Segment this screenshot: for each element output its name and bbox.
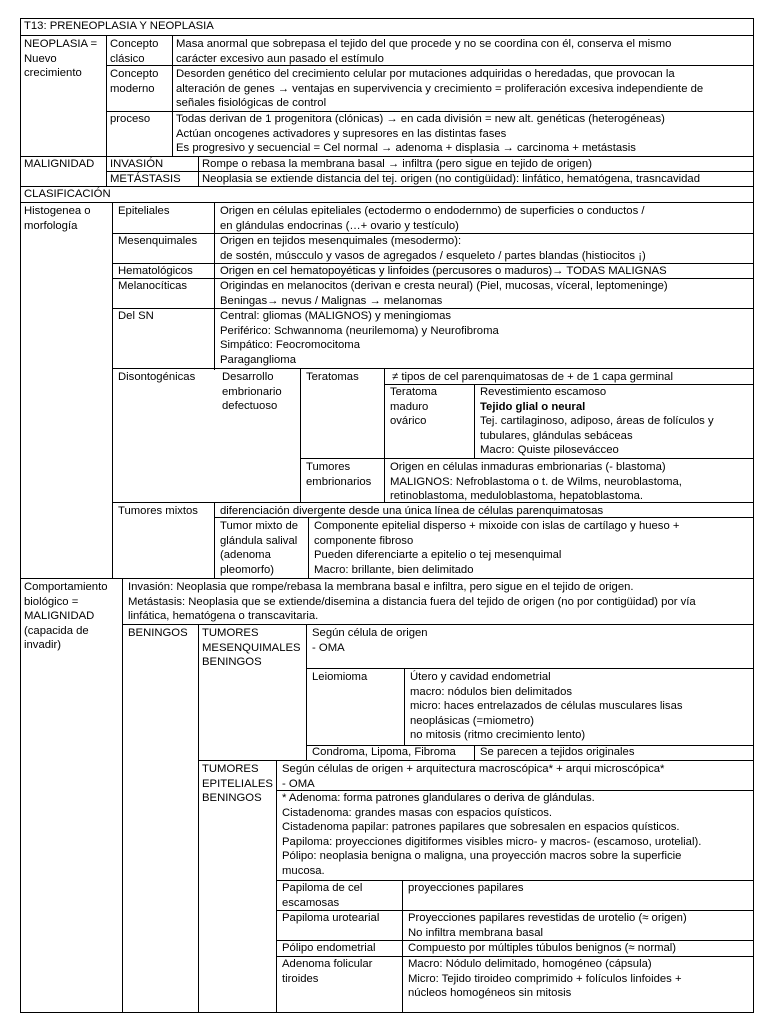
tumores-mesenquimales-beningos-text-line-1: Según célula de origen bbox=[312, 627, 428, 639]
comportamiento-label-line-2: biológico = bbox=[24, 595, 79, 608]
malignidad-label: MALIGNIDAD bbox=[24, 158, 95, 170]
tumor-mixto-glandula-label-line-1: Tumor mixto de bbox=[220, 520, 299, 532]
rule-vertical bbox=[112, 202, 113, 578]
rule-vertical bbox=[122, 578, 123, 1013]
adenoma-folicular-text-line-2: Micro: Tejido tiroideo comprimido + folículos linfoides + bbox=[408, 972, 682, 985]
rule-vertical bbox=[308, 517, 309, 578]
rule-horizontal bbox=[214, 517, 753, 518]
frame-right bbox=[753, 18, 754, 1013]
disontogenicas-label: Disontogénicas bbox=[118, 371, 196, 383]
rule-vertical bbox=[172, 35, 173, 156]
tumores-mixtos-label: Tumores mixtos bbox=[118, 505, 198, 517]
teratoma-maduro-text-line-5: Macro: Quiste pilosevácceo bbox=[480, 444, 619, 457]
tumores-mesenquimales-beningos-label-line-2: MESENQUIMALES bbox=[202, 641, 301, 654]
clasificacion-label: CLASIFICACIÓN bbox=[24, 188, 111, 200]
rule-horizontal bbox=[20, 186, 753, 187]
concepto-clasico-text-line-2: carácter excesivo aun pasado el estímulo bbox=[176, 52, 384, 65]
comportamiento-label-line-1: Comportamiento bbox=[24, 581, 108, 593]
del-sn-text-line-1: Central: gliomas (MALIGNOS) y meningiomas bbox=[220, 310, 452, 322]
leiomioma-text-line-3: micro: haces entrelazados de células musculares lisas bbox=[410, 700, 683, 713]
comportamiento-label-line-5: invadir) bbox=[24, 639, 62, 652]
neoplasia-label-line-2: Nuevo bbox=[24, 52, 57, 65]
document-page bbox=[20, 18, 753, 1013]
papiloma-escamosas-label-line-1: Papiloma de cel bbox=[282, 882, 363, 894]
rule-vertical bbox=[402, 880, 403, 1013]
rule-vertical bbox=[214, 502, 215, 578]
comportamiento-text-line-1: Invasión: Neoplasia que rompe/rebasa la membrana basal e infiltra, pero sigue en el tejido de origen. bbox=[128, 581, 634, 593]
rule-horizontal bbox=[20, 578, 753, 579]
del-sn-text-line-4: Paraganglioma bbox=[220, 353, 296, 366]
proceso-label: proceso bbox=[110, 113, 151, 125]
condroma-lipoma-fibroma-text: Se parecen a tejidos originales bbox=[480, 746, 635, 758]
rule-horizontal bbox=[112, 502, 753, 503]
tumores-epiteliales-beningos-text-line-2: - OMA bbox=[282, 777, 315, 790]
teratoma-maduro-text-line-4: tubulares, glándulas sebáceas bbox=[480, 429, 633, 442]
leiomioma-text-line-2: macro: nódulos bien delimitados bbox=[410, 685, 573, 698]
tumores-mesenquimales-beningos-text-line-2: - OMA bbox=[312, 641, 345, 654]
metastasis-text: Neoplasia se extiende distancia del tej. origen (no contigüidad): linfático, hematógena, trasncavidad bbox=[202, 173, 701, 185]
mesenquimales-text-line-2: de sostén, múscculo y vasos de agregados / esqueleto / partes blandas (histiocitos ¡) bbox=[220, 249, 646, 262]
teratoma-maduro-label-line-2: maduro bbox=[390, 400, 429, 413]
adenoma-folicular-text-line-1: Macro: Nódulo delimitado, homogéneo (cápsula) bbox=[408, 958, 652, 970]
rule-horizontal bbox=[112, 368, 753, 369]
leiomioma-text-line-4: neoplásicas (=miometro) bbox=[410, 714, 535, 727]
teratomas-label: Teratomas bbox=[306, 371, 359, 383]
comportamiento-label-line-4: (capacida de bbox=[24, 624, 89, 637]
adenoma-folicular-text-line-3: núcleos homogéneos sin mitosis bbox=[408, 987, 572, 1000]
tumores-epiteliales-beningos-label-line-3: BENINGOS bbox=[202, 792, 262, 805]
rule-vertical bbox=[306, 624, 307, 760]
concepto-moderno-text-line-2: alteración de genes → ventajas en supervivencia y crecimiento = proliferación excesiva independiente de bbox=[176, 82, 704, 95]
melanociticas-text-line-2: Beningas→ nevus / Malignas → melanomas bbox=[220, 294, 443, 307]
rule-horizontal bbox=[306, 668, 753, 669]
del-sn-text-line-3: Simpático: Feocromocitoma bbox=[220, 339, 361, 352]
rule-horizontal bbox=[300, 458, 753, 459]
frame-bottom bbox=[20, 1012, 753, 1013]
adenoma-definiciones-text-line-6: mucosa. bbox=[282, 865, 325, 877]
desarrollo-embrionario-label-line-2: embrionario bbox=[222, 385, 282, 398]
teratomas-text: ≠ tipos de cel parenquimatosas de + de 1 capa germinal bbox=[392, 371, 673, 383]
concepto-moderno-label-line-1: Concepto bbox=[110, 68, 159, 80]
tumores-mixtos-text: diferenciación divergente desde una única línea de células parenquimatosas bbox=[220, 505, 604, 517]
papiloma-escamosas-label-line-2: escamosas bbox=[282, 896, 340, 909]
rule-horizontal bbox=[106, 65, 753, 66]
rule-vertical bbox=[404, 668, 405, 745]
melanociticas-text-line-1: Origindas en melanocitos (derivan e cresta neural) (Piel, mucosas, víceral, leptomeninge) bbox=[220, 280, 668, 292]
leiomioma-text-line-1: Útero y cavidad endometrial bbox=[410, 671, 551, 683]
tumor-mixto-glandula-label-line-3: (adenoma bbox=[220, 549, 271, 562]
tumores-epiteliales-beningos-text-line-1: Según células de origen + arquitectura macroscópica* + arqui microscópica* bbox=[282, 763, 665, 775]
teratoma-maduro-text-line-3: Tej. cartilaginoso, adiposo, áreas de folículos y bbox=[480, 415, 714, 428]
mesenquimales-text-line-1: Origen en tejidos mesenquimales (mesodermo): bbox=[220, 235, 462, 247]
rule-vertical bbox=[474, 745, 475, 760]
epiteliales-text-line-2: en glándulas endocrinas (…+ ovario y testículo) bbox=[220, 219, 459, 232]
proceso-text-line-3: Es progresivo y secuencial = Cel normal → adenoma + displasia → carcinoma + metástasis bbox=[176, 142, 636, 155]
adenoma-definiciones-text-line-2: Cistadenoma: grandes masas con espacios quísticos. bbox=[282, 806, 553, 819]
tumor-mixto-glandula-text-line-1: Componente epitelial disperso + mixoide con islas de cartílago y hueso + bbox=[314, 520, 680, 532]
comportamiento-text-line-3: linfática, hematógena o transcavitaria. bbox=[128, 610, 319, 623]
adenoma-folicular-label-line-1: Adenoma folicular bbox=[282, 958, 373, 970]
teratoma-maduro-label-line-3: ovárico bbox=[390, 415, 427, 428]
rule-horizontal bbox=[198, 760, 753, 761]
beningos-label: BENINGOS bbox=[128, 627, 188, 639]
concepto-clasico-text-line-1: Masa anormal que sobrepasa el tejido del que procede y no se coordina con él, conserva el mismo bbox=[176, 38, 672, 50]
papiloma-urotelial-text-line-2: No infiltra membrana basal bbox=[408, 926, 543, 939]
concepto-clasico-label-line-2: clásico bbox=[110, 52, 145, 65]
papiloma-urotelial-text-line-1: Proyecciones papilares revestidas de urotelio (≈ origen) bbox=[408, 912, 687, 924]
frame-left bbox=[20, 18, 21, 1013]
rule-horizontal bbox=[20, 35, 753, 36]
rule-vertical bbox=[214, 202, 215, 370]
tumor-mixto-glandula-text-line-2: componente fibroso bbox=[314, 534, 414, 547]
del-sn-label: Del SN bbox=[118, 310, 154, 322]
rule-vertical bbox=[106, 35, 107, 156]
polipo-endometrial-text: Compuesto por múltiples túbulos benignos (≈ normal) bbox=[408, 942, 677, 954]
melanociticas-label: Melanocíticas bbox=[118, 280, 188, 292]
tumores-epiteliales-beningos-label-line-1: TUMORES bbox=[202, 763, 259, 775]
leiomioma-label: Leiomioma bbox=[312, 671, 368, 683]
adenoma-folicular-label-line-2: tiroides bbox=[282, 972, 319, 985]
mesenquimales-label: Mesenquimales bbox=[118, 235, 198, 247]
papiloma-escamosas-text: proyecciones papilares bbox=[408, 882, 524, 894]
desarrollo-embrionario-label-line-1: Desarrollo bbox=[222, 371, 274, 383]
hematologicos-label: Hematológicos bbox=[118, 265, 193, 277]
tumores-epiteliales-beningos-label-line-2: EPITELIALES bbox=[202, 777, 273, 790]
rule-horizontal bbox=[20, 202, 753, 203]
rule-vertical bbox=[384, 368, 385, 502]
tumores-embrionarios-label-line-1: Tumores bbox=[306, 461, 351, 473]
concepto-clasico-label-line-1: Concepto bbox=[110, 38, 159, 50]
leiomioma-text-line-5: no mitosis (ritmo crecimiento lento) bbox=[410, 729, 586, 742]
del-sn-text-line-2: Periférico: Schwannoma (neurilemoma) y Neurofibroma bbox=[220, 324, 499, 337]
condroma-lipoma-fibroma-label: Condroma, Lipoma, Fibroma bbox=[312, 746, 456, 758]
invasion-text: Rompe o rebasa la membrana basal → infiltra (pero sigue en tejido de origen) bbox=[202, 158, 592, 170]
rule-horizontal bbox=[122, 624, 753, 625]
invasion-label: INVASIÓN bbox=[110, 158, 164, 170]
rule-vertical bbox=[198, 624, 199, 1013]
proceso-text-line-1: Todas derivan de 1 progenitora (clónicas) → en cada división = new alt. genéticas (heterogéneas) bbox=[176, 113, 665, 125]
adenoma-definiciones-text-line-3: Cistadenoma papilar: patrones papilares que sobresalen en espacios quísticos. bbox=[282, 821, 680, 834]
tumores-mesenquimales-beningos-label-line-1: TUMORES bbox=[202, 627, 259, 639]
tumores-embrionarios-text-line-1: Origen en células inmaduras embrionarias (- blastoma) bbox=[390, 461, 666, 473]
rule-vertical bbox=[300, 368, 301, 502]
adenoma-definiciones-text-line-4: Papiloma: proyecciones digitiformes visibles micro- y macros- (escamoso, urotelial). bbox=[282, 835, 702, 848]
tumor-mixto-glandula-label-line-4: pleomorfo) bbox=[220, 563, 274, 576]
tumores-mesenquimales-beningos-label-line-3: BENINGOS bbox=[202, 656, 262, 669]
epiteliales-label: Epiteliales bbox=[118, 205, 170, 217]
concepto-moderno-text-line-1: Desorden genético del crecimiento celular por mutaciones adquiridas o heredadas, que provocan la bbox=[176, 68, 675, 80]
hematologicos-text: Origen en cel hematopoyéticas y linfoides (percusores o maduros)→ TODAS MALIGNAS bbox=[220, 265, 667, 277]
tumor-mixto-glandula-label-line-2: glándula salival bbox=[220, 534, 298, 547]
doc-title: T13: PRENEOPLASIA Y NEOPLASIA bbox=[24, 20, 214, 32]
adenoma-definiciones-text-line-1: * Adenoma: forma patrones glandulares o deriva de glándulas. bbox=[282, 792, 595, 804]
concepto-moderno-label-line-2: moderno bbox=[110, 82, 155, 95]
polipo-endometrial-label: Pólipo endometrial bbox=[282, 942, 376, 954]
comportamiento-label-line-3: MALIGNIDAD bbox=[24, 610, 95, 623]
comportamiento-text-line-2: Metástasis: Neoplasia que se extiende/disemina a distancia fuera del tejido de origen (no por contigüidad) por vía bbox=[128, 595, 696, 608]
histogenea-label-line-1: Histogenea o bbox=[24, 205, 91, 217]
rule-vertical bbox=[474, 384, 475, 458]
neoplasia-label-line-1: NEOPLASIA = bbox=[24, 38, 98, 50]
tumores-embrionarios-label-line-2: embrionarios bbox=[306, 475, 372, 488]
metastasis-label: METÁSTASIS bbox=[110, 173, 181, 185]
teratoma-maduro-text-line-1: Revestimiento escamoso bbox=[480, 386, 607, 398]
epiteliales-text-line-1: Origen en células epiteliales (ectodermo o endodernmo) de superficies o conductos / bbox=[220, 205, 645, 217]
papiloma-urotelial-label: Papiloma urotearial bbox=[282, 912, 380, 924]
tumor-mixto-glandula-text-line-3: Pueden diferenciarte a epitelio o tej mesenquimal bbox=[314, 549, 562, 562]
tumores-embrionarios-text-line-3: retinoblastoma, meduloblastoma, hepatoblastoma. bbox=[390, 490, 644, 503]
tumor-mixto-glandula-text-line-4: Macro: brillante, bien delimitado bbox=[314, 563, 474, 576]
histogenea-label-line-2: morfología bbox=[24, 219, 78, 232]
proceso-text-line-2: Actúan oncogenes activadores y supresores en las distintas fases bbox=[176, 127, 507, 140]
rule-vertical bbox=[276, 760, 277, 1013]
neoplasia-label-line-3: crecimiento bbox=[24, 67, 82, 80]
desarrollo-embrionario-label-line-3: defectuoso bbox=[222, 400, 278, 413]
teratoma-maduro-label-line-1: Teratoma bbox=[390, 386, 438, 398]
teratoma-maduro-text-line-2: Tejido glial o neural bbox=[480, 400, 586, 413]
tumores-embrionarios-text-line-2: MALIGNOS: Nefroblastoma o t. de Wilms, neuroblastoma, bbox=[390, 475, 682, 488]
adenoma-definiciones-text-line-5: Pólipo: neoplasia benigna o maligna, una proyección macros sobre la superficie bbox=[282, 850, 682, 863]
concepto-moderno-text-line-3: señales fisiológicas de control bbox=[176, 97, 327, 110]
